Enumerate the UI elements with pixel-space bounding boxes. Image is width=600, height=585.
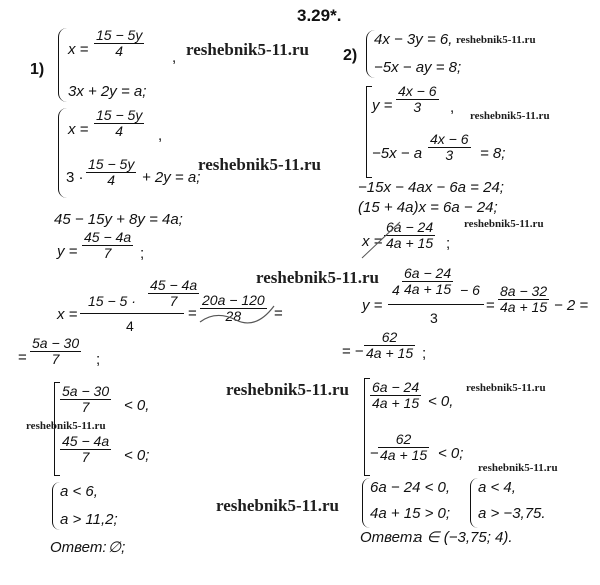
math-text: < 0, — [124, 397, 150, 414]
math-text: x = — [362, 233, 383, 250]
math-text: − 6 — [460, 282, 480, 298]
math-text: < 0; — [124, 447, 150, 464]
math-text: x = — [68, 41, 89, 58]
answer-label: Ответ: — [50, 539, 107, 556]
watermark: reshebnik5-11.ru — [198, 155, 321, 174]
fraction-denominator: 4 — [115, 43, 124, 59]
fraction-numerator: 62 — [395, 431, 412, 447]
fraction-denominator: 3 — [413, 99, 422, 115]
watermark: reshebnik5-11.ru — [226, 380, 349, 399]
fraction — [94, 108, 144, 139]
fraction-numerator: 45 − 4a — [62, 433, 110, 449]
handwritten-scribble — [196, 292, 276, 332]
fraction — [60, 384, 111, 415]
math-text: = — [486, 297, 495, 314]
math-text: = 8; — [480, 145, 506, 162]
math-text: + 2y = a; — [142, 169, 201, 186]
fraction-denominator: 4a + 15 — [500, 299, 548, 315]
watermark: reshebnik5-11.ru — [478, 462, 558, 474]
math-text: 45 − 15y + 8y = 4a; — [54, 211, 183, 228]
math-text: = — [188, 305, 197, 322]
watermark: reshebnik5-11.ru — [456, 34, 536, 46]
fraction-numerator: 4x − 6 — [430, 131, 469, 147]
watermark: reshebnik5-11.ru — [216, 496, 339, 515]
fraction — [82, 230, 133, 261]
fraction-bar — [388, 304, 484, 305]
watermark: reshebnik5-11.ru — [466, 382, 546, 394]
math-text: < 0; — [438, 445, 464, 462]
watermark: reshebnik5-11.ru — [256, 268, 379, 287]
fraction-numerator: 8a − 32 — [500, 283, 548, 299]
system-brace — [58, 28, 67, 102]
system-brace — [362, 478, 370, 528]
math-text: ; — [140, 245, 145, 262]
math-text: y = — [362, 297, 383, 314]
fraction-numerator: 6a − 24 — [386, 219, 434, 235]
math-text: 4 — [392, 282, 400, 298]
fraction-numerator: 6a − 24 — [404, 265, 452, 281]
fraction-denominator: 28 — [225, 308, 242, 324]
math-text: 4x − 3y = 6, — [374, 31, 453, 48]
fraction-denominator: 4a + 15 — [380, 447, 428, 463]
fraction-denominator: 4 — [107, 172, 116, 188]
problem-title: 3.29*. — [297, 6, 342, 25]
math-text: x = — [68, 121, 89, 138]
fraction — [94, 28, 144, 59]
answer-label: Ответ: — [360, 529, 417, 546]
math-text: y = — [372, 97, 393, 114]
fraction-denominator: 3 — [445, 147, 454, 163]
system-brace — [52, 482, 60, 530]
math-text: < 0, — [428, 393, 454, 410]
fraction — [498, 284, 549, 315]
fraction-denominator: 7 — [51, 351, 60, 367]
fraction — [364, 330, 415, 361]
part-1-label: 1) — [30, 61, 45, 78]
math-text: = — [18, 349, 27, 366]
math-text: , — [158, 127, 163, 144]
watermark: reshebnik5-11.ru — [464, 218, 544, 230]
fraction-denominator: 4 — [115, 123, 124, 139]
fraction-numerator: 5a − 30 — [32, 335, 80, 351]
watermark: reshebnik5-11.ru — [186, 40, 309, 59]
math-text: 4a + 15 > 0; — [370, 505, 451, 522]
part-2-label: 2) — [343, 47, 358, 64]
math-text: 3 — [430, 310, 438, 326]
math-text: − 2 = — [554, 297, 589, 314]
math-text: , — [450, 99, 455, 116]
math-text: = — [274, 305, 283, 322]
fraction-numerator: 4x − 6 — [398, 83, 437, 99]
fraction-numerator: 45 − 4a — [84, 229, 132, 245]
fraction-denominator: 7 — [103, 245, 112, 261]
fraction — [60, 434, 111, 465]
math-text: 3 · — [66, 169, 84, 186]
fraction-denominator: 4a + 15 — [404, 281, 452, 297]
handwritten-scribble — [360, 218, 420, 262]
fraction-denominator: 7 — [81, 399, 90, 415]
math-text: −15x − 4ax − 6a = 24; — [358, 179, 504, 196]
fraction-denominator: 7 — [169, 293, 178, 309]
fraction-denominator: 4a + 15 — [366, 345, 414, 361]
fraction — [396, 84, 439, 115]
math-text: 6a − 24 < 0, — [370, 479, 451, 496]
fraction-numerator: 15 − 5y — [96, 27, 143, 43]
math-text: y = — [57, 243, 78, 260]
math-text: a < 6, — [60, 483, 98, 500]
fraction-numerator: 6a − 24 — [372, 379, 420, 395]
fraction-denominator: 7 — [81, 449, 90, 465]
fraction-bar — [80, 313, 184, 314]
fraction-numerator: 15 − 5y — [96, 107, 143, 123]
math-text: ; — [422, 345, 427, 362]
fraction — [86, 157, 136, 188]
system-brace — [470, 478, 478, 528]
fraction-numerator: 15 − 5y — [88, 156, 135, 172]
math-text: a > 11,2; — [60, 511, 118, 528]
fraction-numerator: 45 − 4a — [150, 277, 198, 293]
watermark: reshebnik5-11.ru — [26, 420, 106, 432]
watermark: reshebnik5-11.ru — [470, 110, 550, 122]
math-text: ; — [96, 351, 101, 368]
fraction-numerator: 20a − 120 — [202, 292, 265, 308]
fraction-numerator: 62 — [381, 329, 398, 345]
math-text: −5x − ay = 8; — [374, 59, 462, 76]
fraction — [428, 132, 471, 163]
fraction — [370, 380, 421, 411]
math-text: −5x − a — [372, 145, 423, 162]
fraction — [30, 336, 81, 367]
math-text: − — [370, 445, 379, 462]
math-text: 4 — [126, 318, 134, 334]
math-text: , — [172, 49, 177, 66]
math-text: a < 4, — [478, 479, 516, 496]
answer-value: ∅; — [108, 539, 126, 556]
fraction — [378, 432, 429, 463]
fraction-denominator: 4a + 15 — [386, 235, 434, 251]
math-text: (15 + 4a)x = 6a − 24; — [358, 199, 498, 216]
fraction — [402, 266, 453, 297]
answer-value: a ∈ (−3,75; 4). — [414, 529, 513, 546]
fraction-numerator: 5a − 30 — [62, 383, 110, 399]
math-text: = − — [342, 343, 364, 360]
math-text: a > −3,75. — [478, 505, 546, 522]
fraction-denominator: 4a + 15 — [372, 395, 420, 411]
math-text: 3x + 2y = a; — [68, 83, 147, 100]
math-text: ; — [446, 235, 451, 252]
math-text: x = — [57, 306, 78, 323]
math-text: 15 − 5 · — [88, 293, 136, 309]
